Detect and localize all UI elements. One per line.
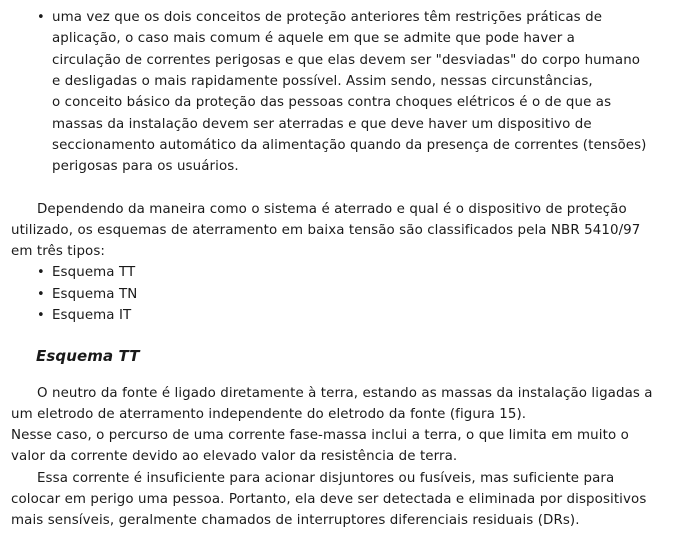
paragraph-line: valor da corrente devido ao elevado valor da resistência de terra. bbox=[11, 449, 458, 464]
paragraph-line: mais sensíveis, geralmente chamados de interruptores diferenciais residuais (DRs). bbox=[11, 513, 580, 528]
paragraph-line: colocar em perigo uma pessoa. Portanto, ela deve ser detectada e eliminada por dispositivos bbox=[11, 492, 647, 507]
bullet-text-line: massas da instalação devem ser aterradas e que deve haver um dispositivo de bbox=[52, 117, 592, 132]
paragraph-line: Essa corrente é insuficiente para acionar disjuntores ou fusíveis, mas suficiente para bbox=[37, 471, 615, 486]
list-item: Esquema TN bbox=[52, 287, 138, 302]
bullet-icon: • bbox=[37, 265, 45, 280]
bullet-text-line: aplicação, o caso mais comum é aquele em que se admite que pode haver a bbox=[52, 31, 575, 46]
paragraph-line: Dependendo da maneira como o sistema é aterrado e qual é o dispositivo de proteção bbox=[37, 202, 627, 217]
list-item: Esquema IT bbox=[52, 308, 132, 323]
bullet-text-line: e desligadas o mais rapidamente possível. Assim sendo, nessas circunstâncias, bbox=[52, 74, 593, 89]
section-heading: Esquema TT bbox=[36, 347, 140, 365]
paragraph-line: utilizado, os esquemas de aterramento em baixa tensão são classificados pela NBR 5410/97 bbox=[11, 223, 641, 238]
bullet-text-line: perigosas para os usuários. bbox=[52, 159, 239, 174]
paragraph-line: em três tipos: bbox=[11, 244, 106, 259]
bullet-icon: • bbox=[37, 287, 45, 302]
paragraph-line: O neutro da fonte é ligado diretamente à terra, estando as massas da instalação ligadas a bbox=[37, 386, 653, 401]
bullet-text-line: uma vez que os dois conceitos de proteção anteriores têm restrições práticas de bbox=[52, 10, 603, 25]
bullet-icon: • bbox=[37, 308, 45, 323]
bullet-text-line: o conceito básico da proteção das pessoas contra choques elétricos é o de que as bbox=[52, 95, 612, 110]
paragraph-line: um eletrodo de aterramento independente do eletrodo da fonte (figura 15). bbox=[11, 407, 527, 422]
bullet-icon: • bbox=[37, 10, 45, 25]
bullet-text-line: circulação de correntes perigosas e que elas devem ser "desviadas" do corpo humano bbox=[52, 53, 641, 68]
paragraph-line: Nesse caso, o percurso de uma corrente fase-massa inclui a terra, o que limita em muito o bbox=[11, 428, 629, 443]
bullet-text-line: seccionamento automático da alimentação quando da presença de correntes (tensões) bbox=[52, 138, 647, 153]
list-item: Esquema TT bbox=[52, 265, 136, 280]
